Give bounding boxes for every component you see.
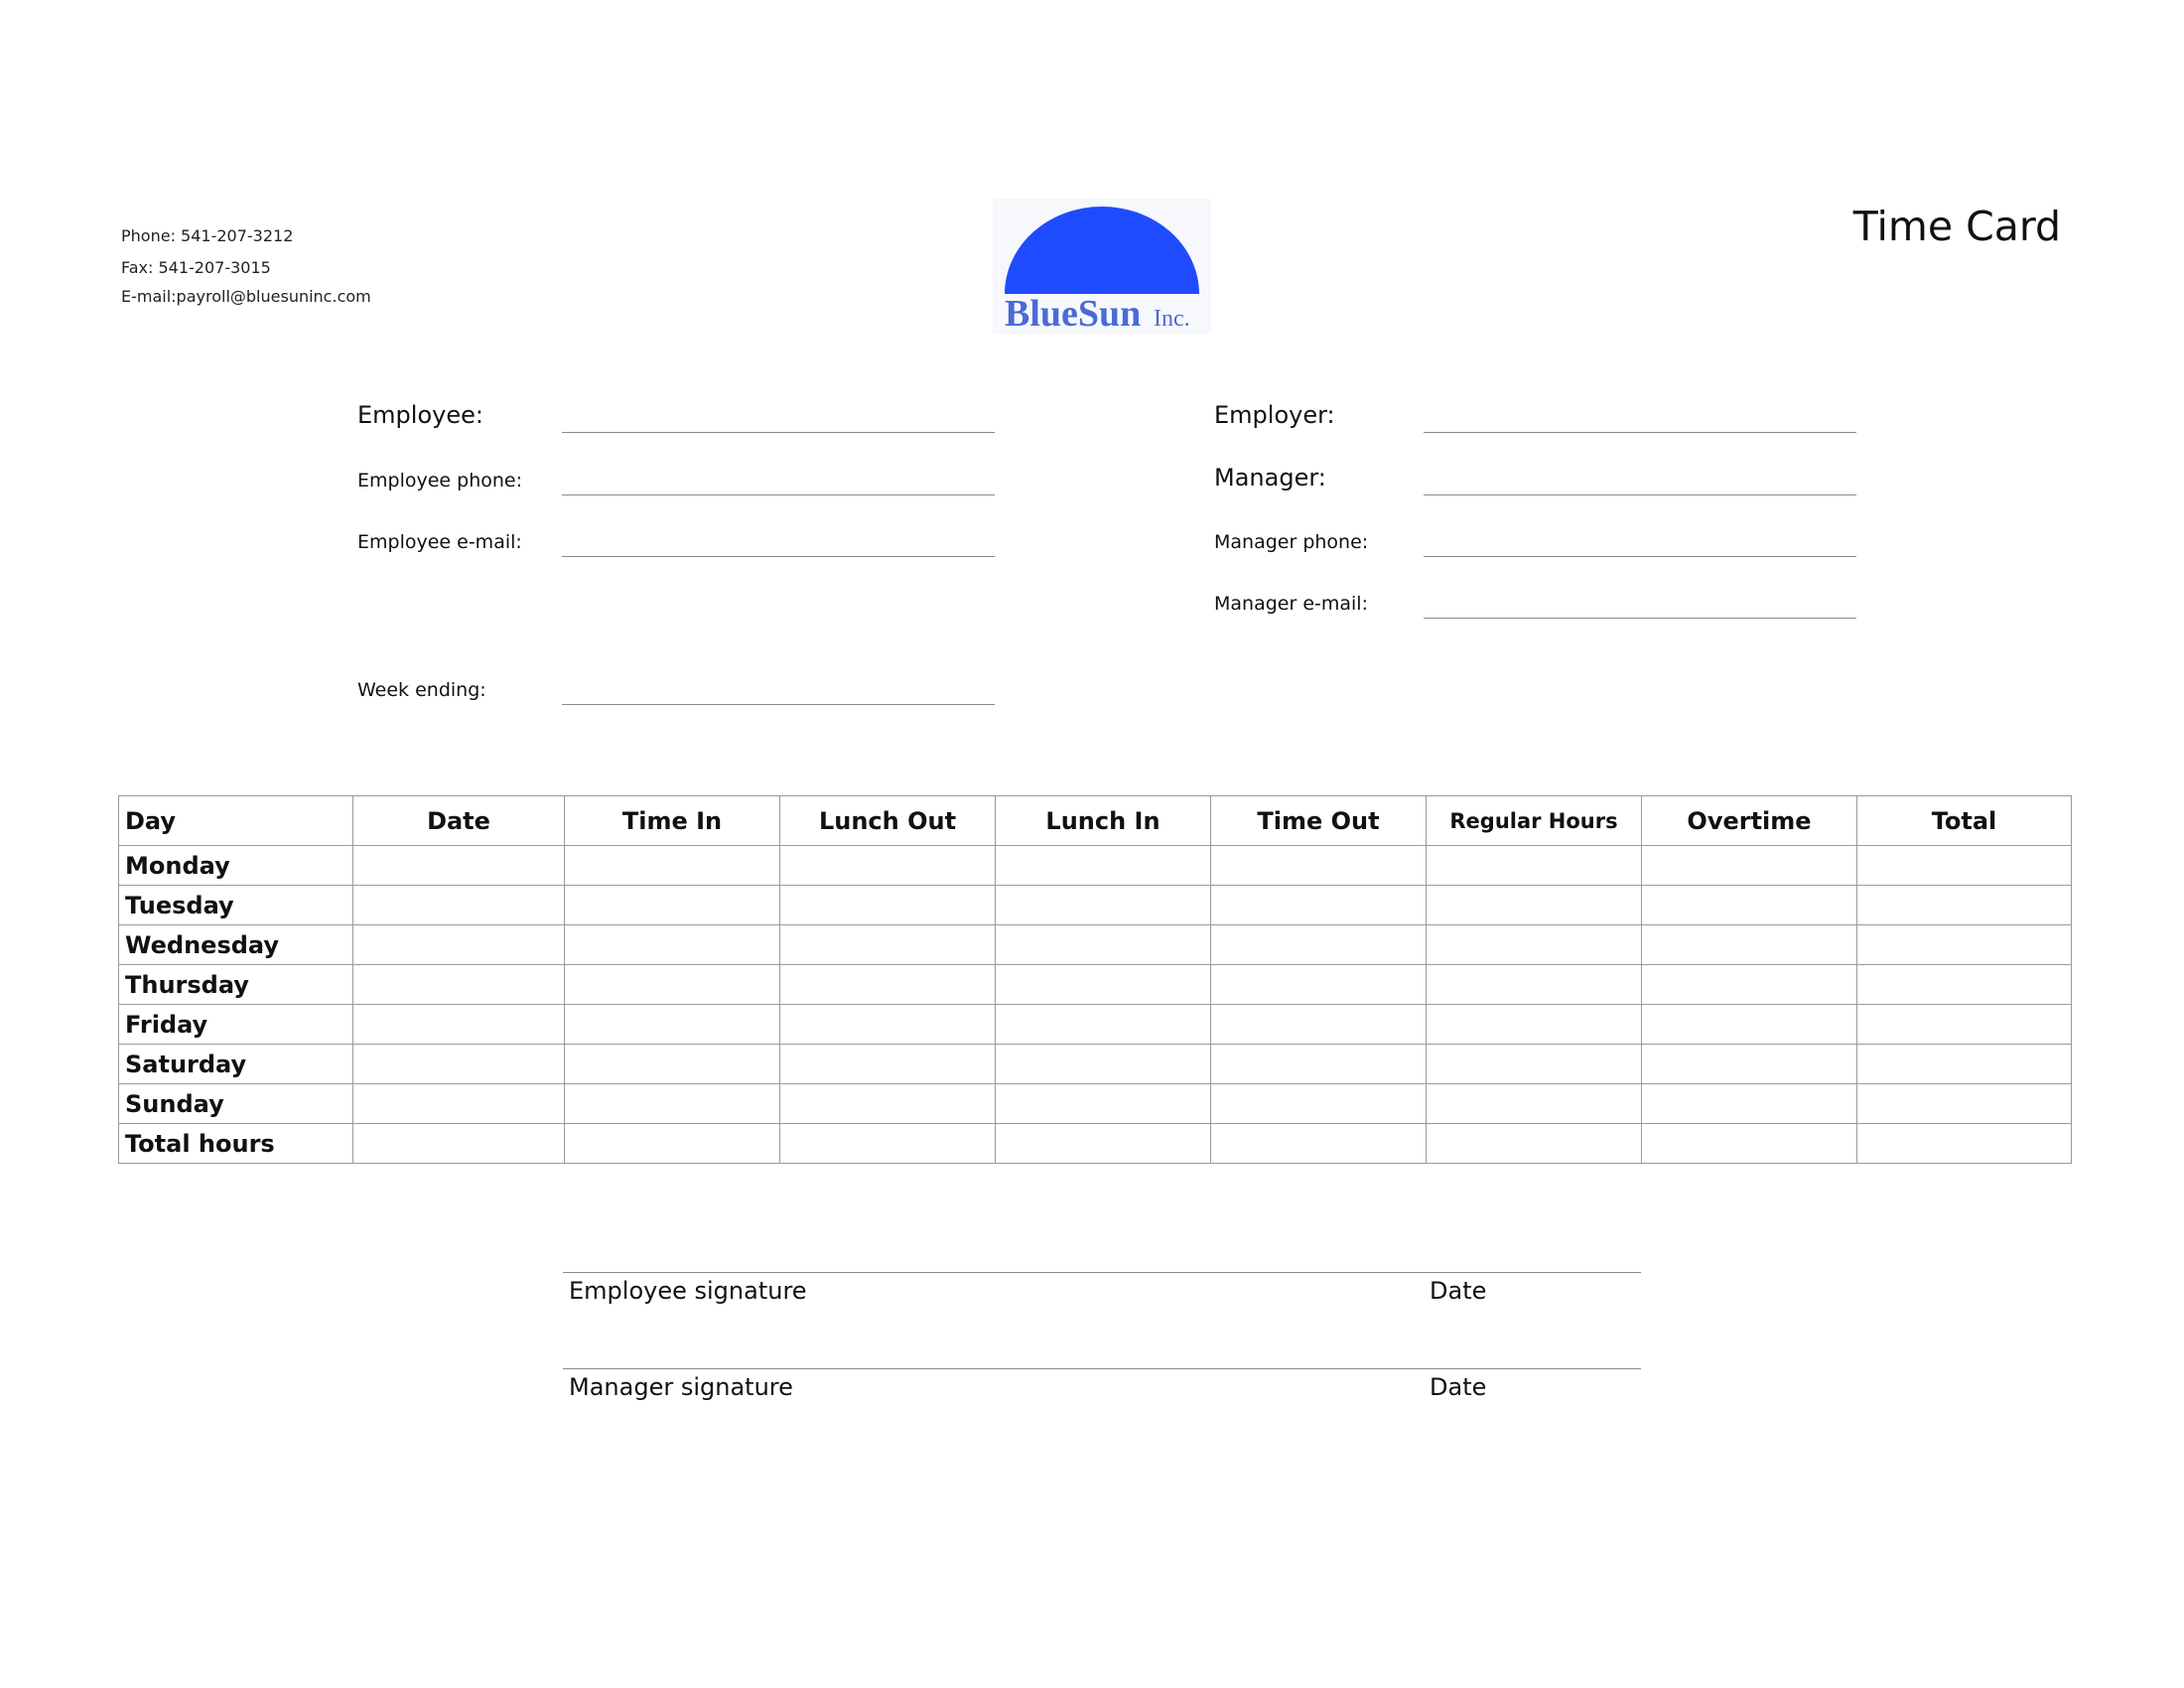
time-entry-cell[interactable] bbox=[1211, 965, 1427, 1005]
time-entry-cell[interactable] bbox=[1857, 1124, 2072, 1164]
time-entry-cell[interactable] bbox=[1642, 925, 1857, 965]
time-entry-cell[interactable] bbox=[996, 1005, 1211, 1045]
time-entry-cell[interactable] bbox=[780, 965, 996, 1005]
time-entry-cell[interactable] bbox=[1857, 886, 2072, 925]
time-entry-cell[interactable] bbox=[1427, 1045, 1642, 1084]
manager-phone-field[interactable] bbox=[1214, 513, 1856, 557]
manager-email-field[interactable] bbox=[1214, 575, 1856, 619]
manager-field[interactable] bbox=[1214, 452, 1856, 495]
manager-phone-line[interactable] bbox=[1424, 556, 1856, 557]
time-entry-cell[interactable] bbox=[1211, 1045, 1427, 1084]
table-row bbox=[119, 925, 2072, 965]
bluesun-logo-graphic bbox=[993, 199, 1211, 334]
time-entry-cell[interactable] bbox=[353, 1045, 565, 1084]
company-fax: Fax: 541-207-3015 bbox=[121, 258, 271, 277]
time-entry-cell[interactable] bbox=[996, 846, 1211, 886]
time-entry-cell[interactable] bbox=[565, 846, 780, 886]
time-entry-cell[interactable] bbox=[1857, 846, 2072, 886]
time-entry-cell[interactable] bbox=[1857, 965, 2072, 1005]
table-row bbox=[119, 1084, 2072, 1124]
employee-field[interactable] bbox=[357, 389, 995, 433]
time-entry-cell[interactable] bbox=[996, 925, 1211, 965]
time-entry-cell[interactable] bbox=[1427, 1124, 1642, 1164]
employee-label: Employee: bbox=[357, 401, 483, 429]
time-entry-cell[interactable] bbox=[1427, 886, 1642, 925]
time-entry-cell[interactable] bbox=[996, 1084, 1211, 1124]
time-entry-cell[interactable] bbox=[1642, 1045, 1857, 1084]
time-entry-cell[interactable] bbox=[780, 1084, 996, 1124]
time-entry-cell[interactable] bbox=[1427, 846, 1642, 886]
time-entry-cell[interactable] bbox=[353, 1084, 565, 1124]
time-entry-cell[interactable] bbox=[353, 886, 565, 925]
time-entry-cell[interactable] bbox=[353, 965, 565, 1005]
row-day-label: Thursday bbox=[119, 965, 353, 1005]
manager-signature-label: Manager signature bbox=[569, 1373, 793, 1401]
employer-line[interactable] bbox=[1424, 432, 1856, 433]
table-row bbox=[119, 1005, 2072, 1045]
col-header-date: Date bbox=[353, 796, 565, 846]
time-entry-cell[interactable] bbox=[1211, 925, 1427, 965]
manager-line[interactable] bbox=[1424, 494, 1856, 495]
manager-email-label: Manager e-mail: bbox=[1214, 593, 1368, 615]
time-entry-cell[interactable] bbox=[996, 1045, 1211, 1084]
timesheet-table bbox=[118, 795, 2072, 1164]
time-entry-cell[interactable] bbox=[565, 1045, 780, 1084]
employee-phone-label: Employee phone: bbox=[357, 470, 522, 492]
manager-signature-line[interactable] bbox=[563, 1368, 1641, 1419]
employee-signature-label: Employee signature bbox=[569, 1277, 807, 1305]
employer-field[interactable] bbox=[1214, 389, 1856, 433]
col-header-day: Day bbox=[119, 796, 353, 846]
time-entry-cell[interactable] bbox=[353, 925, 565, 965]
row-day-label: Total hours bbox=[119, 1124, 353, 1164]
time-entry-cell[interactable] bbox=[996, 1124, 1211, 1164]
manager-email-line[interactable] bbox=[1424, 618, 1856, 619]
row-day-label: Tuesday bbox=[119, 886, 353, 925]
company-email: E-mail:payroll@bluesuninc.com bbox=[121, 287, 371, 306]
col-header-regular-hours: Regular Hours bbox=[1427, 796, 1642, 846]
employer-label: Employer: bbox=[1214, 401, 1335, 429]
time-entry-cell[interactable] bbox=[1642, 1005, 1857, 1045]
company-logo bbox=[993, 199, 1211, 334]
employee-email-line[interactable] bbox=[562, 556, 995, 557]
time-entry-cell[interactable] bbox=[565, 1084, 780, 1124]
row-day-label: Saturday bbox=[119, 1045, 353, 1084]
time-entry-cell[interactable] bbox=[1211, 1124, 1427, 1164]
table-row bbox=[119, 1045, 2072, 1084]
week-ending-field[interactable] bbox=[357, 661, 995, 705]
row-day-label: Sunday bbox=[119, 1084, 353, 1124]
row-day-label: Friday bbox=[119, 1005, 353, 1045]
col-header-overtime: Overtime bbox=[1642, 796, 1857, 846]
time-entry-cell[interactable] bbox=[565, 886, 780, 925]
time-entry-cell[interactable] bbox=[996, 965, 1211, 1005]
week-ending-label: Week ending: bbox=[357, 679, 486, 701]
manager-label: Manager: bbox=[1214, 464, 1326, 492]
time-entry-cell[interactable] bbox=[780, 846, 996, 886]
time-entry-cell[interactable] bbox=[1211, 1005, 1427, 1045]
time-entry-cell[interactable] bbox=[780, 1005, 996, 1045]
employee-signature-line[interactable] bbox=[563, 1272, 1641, 1323]
col-header-time-out: Time Out bbox=[1211, 796, 1427, 846]
employee-phone-line[interactable] bbox=[562, 494, 995, 495]
time-entry-cell[interactable] bbox=[1427, 1084, 1642, 1124]
time-entry-cell[interactable] bbox=[1211, 886, 1427, 925]
table-row bbox=[119, 965, 2072, 1005]
time-entry-cell[interactable] bbox=[353, 846, 565, 886]
table-row bbox=[119, 846, 2072, 886]
time-entry-cell[interactable] bbox=[780, 1045, 996, 1084]
time-entry-cell[interactable] bbox=[1642, 1124, 1857, 1164]
table-row bbox=[119, 1124, 2072, 1164]
time-entry-cell[interactable] bbox=[1642, 886, 1857, 925]
time-entry-cell[interactable] bbox=[1857, 1084, 2072, 1124]
employee-email-label: Employee e-mail: bbox=[357, 531, 522, 553]
time-entry-cell[interactable] bbox=[565, 925, 780, 965]
time-entry-cell[interactable] bbox=[1211, 1084, 1427, 1124]
row-day-label: Wednesday bbox=[119, 925, 353, 965]
week-ending-line[interactable] bbox=[562, 704, 995, 705]
time-entry-cell[interactable] bbox=[565, 965, 780, 1005]
col-header-lunch-in: Lunch In bbox=[996, 796, 1211, 846]
employee-email-field[interactable] bbox=[357, 513, 995, 557]
time-entry-cell[interactable] bbox=[1857, 1005, 2072, 1045]
svg-text:BlueSun: BlueSun bbox=[1005, 293, 1142, 334]
time-entry-cell[interactable] bbox=[353, 1005, 565, 1045]
manager-phone-label: Manager phone: bbox=[1214, 531, 1369, 553]
employee-signature-date-label: Date bbox=[1430, 1277, 1487, 1305]
employee-phone-field[interactable] bbox=[357, 452, 995, 495]
time-entry-cell[interactable] bbox=[1642, 846, 1857, 886]
time-entry-cell[interactable] bbox=[1642, 1084, 1857, 1124]
time-entry-cell[interactable] bbox=[1857, 925, 2072, 965]
manager-signature-date-label: Date bbox=[1430, 1373, 1487, 1401]
time-entry-cell[interactable] bbox=[353, 1124, 565, 1164]
time-entry-cell[interactable] bbox=[780, 1124, 996, 1164]
col-header-total: Total bbox=[1857, 796, 2072, 846]
time-entry-cell[interactable] bbox=[996, 886, 1211, 925]
row-day-label: Monday bbox=[119, 846, 353, 886]
time-entry-cell[interactable] bbox=[1427, 1005, 1642, 1045]
time-entry-cell[interactable] bbox=[780, 925, 996, 965]
time-entry-cell[interactable] bbox=[565, 1005, 780, 1045]
time-entry-cell[interactable] bbox=[565, 1124, 780, 1164]
table-row bbox=[119, 886, 2072, 925]
time-entry-cell[interactable] bbox=[1857, 1045, 2072, 1084]
time-entry-cell[interactable] bbox=[1211, 846, 1427, 886]
time-entry-cell[interactable] bbox=[1642, 965, 1857, 1005]
table-header-row bbox=[119, 796, 2072, 846]
company-phone: Phone: 541-207-3212 bbox=[121, 226, 294, 245]
col-header-lunch-out: Lunch Out bbox=[780, 796, 996, 846]
employee-line[interactable] bbox=[562, 432, 995, 433]
time-entry-cell[interactable] bbox=[1427, 925, 1642, 965]
svg-text:Inc.: Inc. bbox=[1154, 306, 1190, 332]
page-title: Time Card bbox=[1852, 203, 2061, 250]
col-header-time-in: Time In bbox=[565, 796, 780, 846]
time-entry-cell[interactable] bbox=[780, 886, 996, 925]
time-entry-cell[interactable] bbox=[1427, 965, 1642, 1005]
